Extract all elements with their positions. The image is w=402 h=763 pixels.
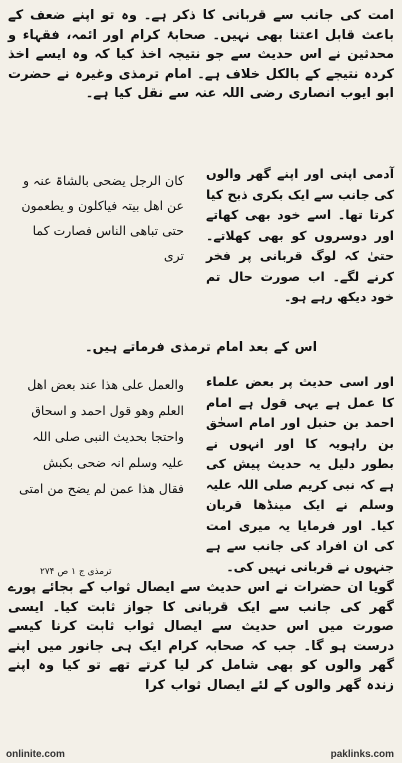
hadith-2-arabic-text: والعمل علی ھذا عند بعض اھل العلم وھو قول احمد و اسحاق واحتجا بحدیث النبی صلی اللہ علیہ وسلم انہ ضحی بکبش فقال ھذا عمن لم یضح من امتی	[19, 377, 184, 496]
intro-paragraph: امت کی جانب سے قربانی کا ذکر ہے۔ وہ تو اپنے ضعف کے باعث قابل اعتنا بھی نہیں۔ صحابۂ کرام اور ائمہ، فقہاء و محدثین نے اس حدیث سے جو نتیجہ اخذ کیا کہ وہ ایسے اخذ کردہ نتیجے کے بالکل خلاف ہے۔ امام ترمذی وغیرہ نے حضرت ابو ایوب انصاری رضی اللہ عنہ سے نقل کیا ہے۔	[8, 8, 394, 101]
hadith-2-urdu-translation: اور اسی حدیث پر بعض علماء کا عمل ہے یہی قول ہے امام احمد بن حنبل اور امام اسحٰق بن راہویہ کا اور انہوں نے بطور دلیل یہ حدیث پیش کی ہے کہ نبی کریم صلی اللہ علیہ وسلم نے ایک مینڈھا قربان کیا۔ اور فرمایا یہ میری امت کی ان افراد کی جانب سے ہے جنہوں نے قربانی نہیں کی۔	[206, 374, 394, 574]
watermark-right: paklinks.com	[330, 749, 394, 760]
citation-reference: ترمذی ج ۱ ص ۲۷۴	[40, 567, 112, 577]
hadith-1-arabic-text: کان الرجل یضحی بالشاۃ عنہ و عن اھل بیتہ فیاکلون و یطعمون حتی تباھی الناس فصارت کما تری	[21, 173, 184, 263]
hadith-1-urdu-translation: آدمی اپنی اور اپنے گھر والوں کی جانب سے ایک بکری ذبح کیا کرتا تھا۔ اسے خود بھی کھاتے اور دوسروں کو بھی کھلاتے۔ حتیٰ کہ لوگ قربانی پر فخر کرنے لگے۔ اب صورت حال تم خود دیکھ رہے ہو۔	[206, 166, 394, 304]
conclusion-paragraph: گویا ان حضرات نے اس حدیث سے ایصال ثواب کے بجائے پورے گھر کی جانب سے ایک قربانی کا جواز ثابت کیا۔ ایسی صورت میں اس حدیث سے ایصال ثواب ثابت کرنا کیسے درست ہو گا۔ جب کہ صحابہ کرام ایک ہی جانور میں اپنے گھر والوں کو بھی شامل کر لیا کرتے تھے تو کیا وہ اپنے زندہ گھر والوں کے لئے ایصال ثواب کرا	[8, 580, 394, 693]
transition-line: اس کے بعد امام ترمذی فرماتے ہیں۔	[84, 340, 318, 355]
watermark-left: onlinite.com	[6, 749, 65, 760]
